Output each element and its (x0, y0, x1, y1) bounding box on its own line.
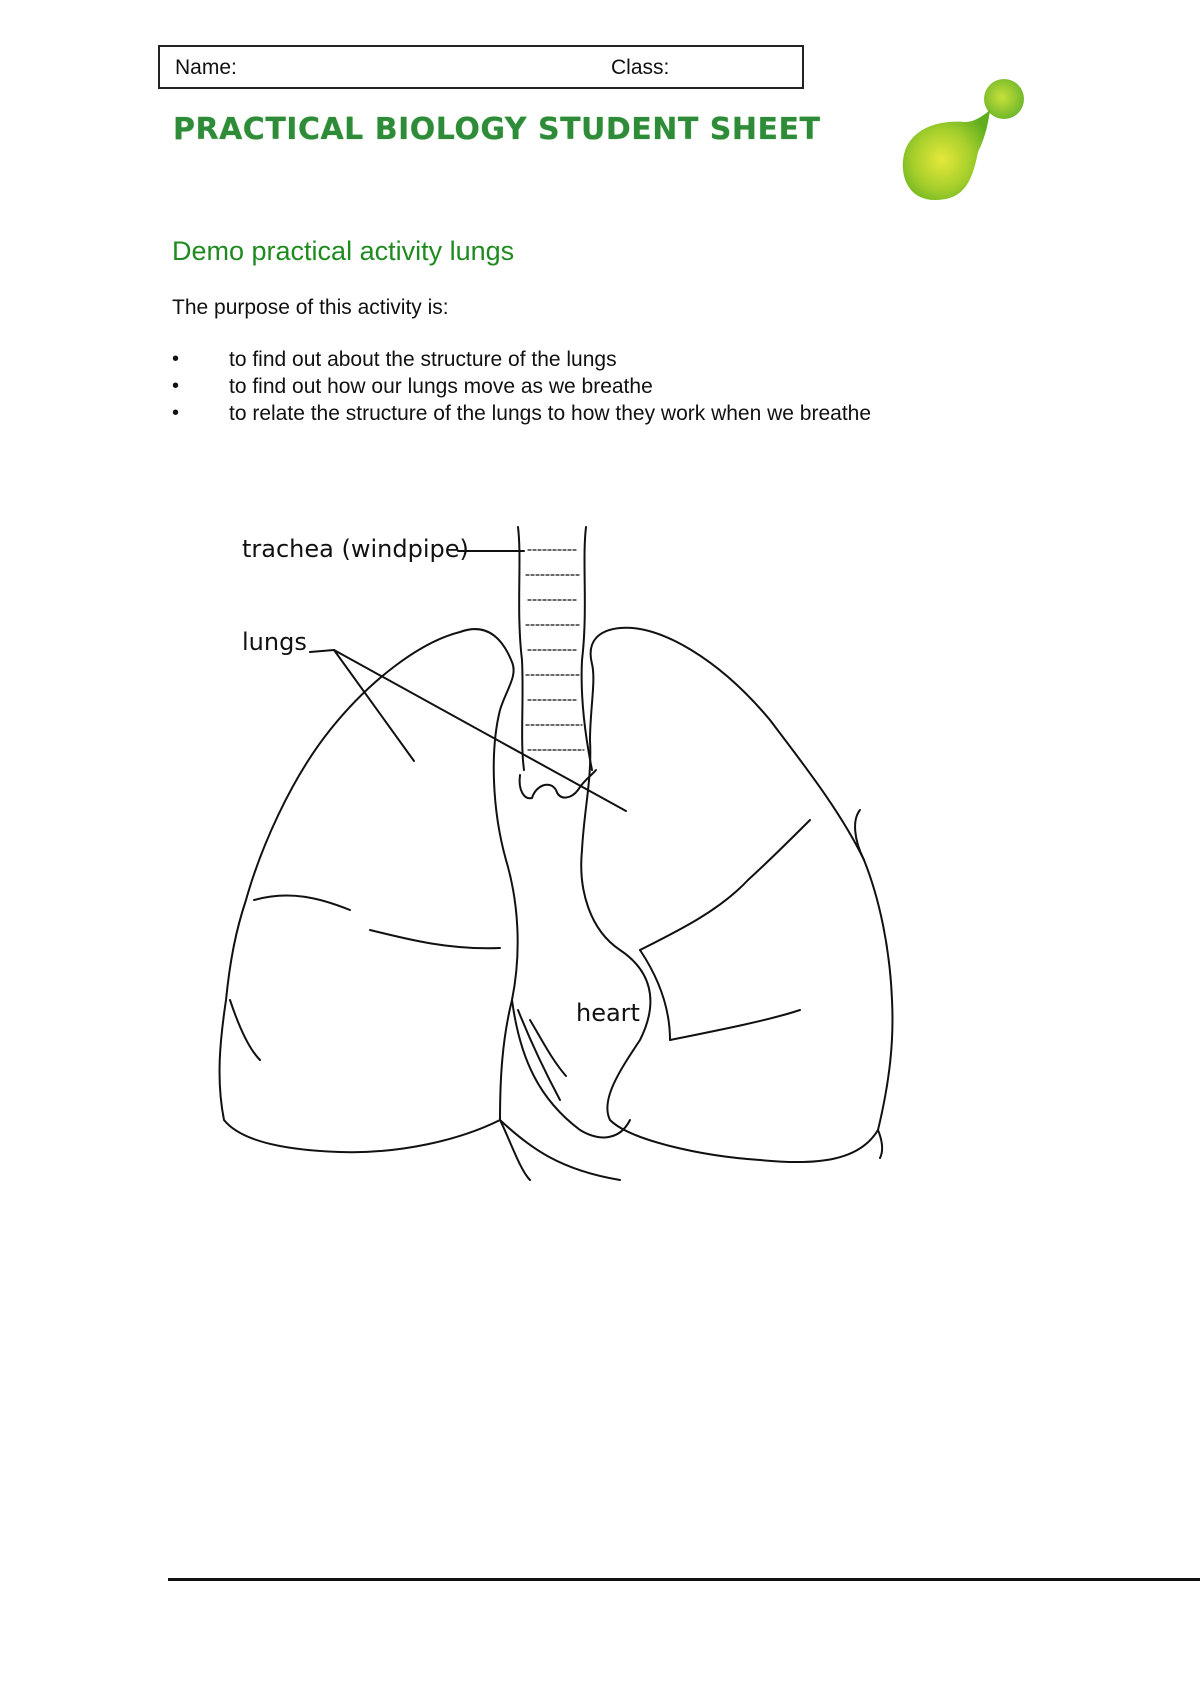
trachea-label: trachea (windpipe) (242, 535, 469, 563)
activity-title: Demo practical activity lungs (172, 236, 515, 266)
list-item-text: to find out about the structure of the lungs (229, 348, 617, 371)
lungs-leader-line (310, 650, 334, 652)
name-label: Name: (175, 56, 237, 79)
left-lung-shape (220, 629, 518, 1152)
list-item-text: to find out how our lungs move as we breathe (229, 375, 653, 398)
bullet-icon: • (172, 402, 180, 424)
bullet-icon: • (172, 375, 180, 397)
lungs-leader-line-left (334, 650, 414, 761)
list-item-text: to relate the structure of the lungs to how they work when we breathe (229, 402, 872, 425)
bullet-icon: • (172, 348, 180, 370)
lungs-diagram (200, 480, 920, 1220)
green-drop-logo-icon (890, 70, 1030, 210)
heart-label: heart (576, 999, 640, 1027)
lungs-label: lungs (242, 628, 307, 656)
class-label: Class: (611, 56, 670, 79)
purpose-text: The purpose of this activity is: (172, 296, 449, 319)
footer-divider (168, 1578, 1200, 1581)
name-class-box (158, 45, 804, 89)
right-lung-shape (581, 628, 892, 1162)
sheet-title: PRACTICAL BIOLOGY STUDENT SHEET (173, 112, 821, 147)
